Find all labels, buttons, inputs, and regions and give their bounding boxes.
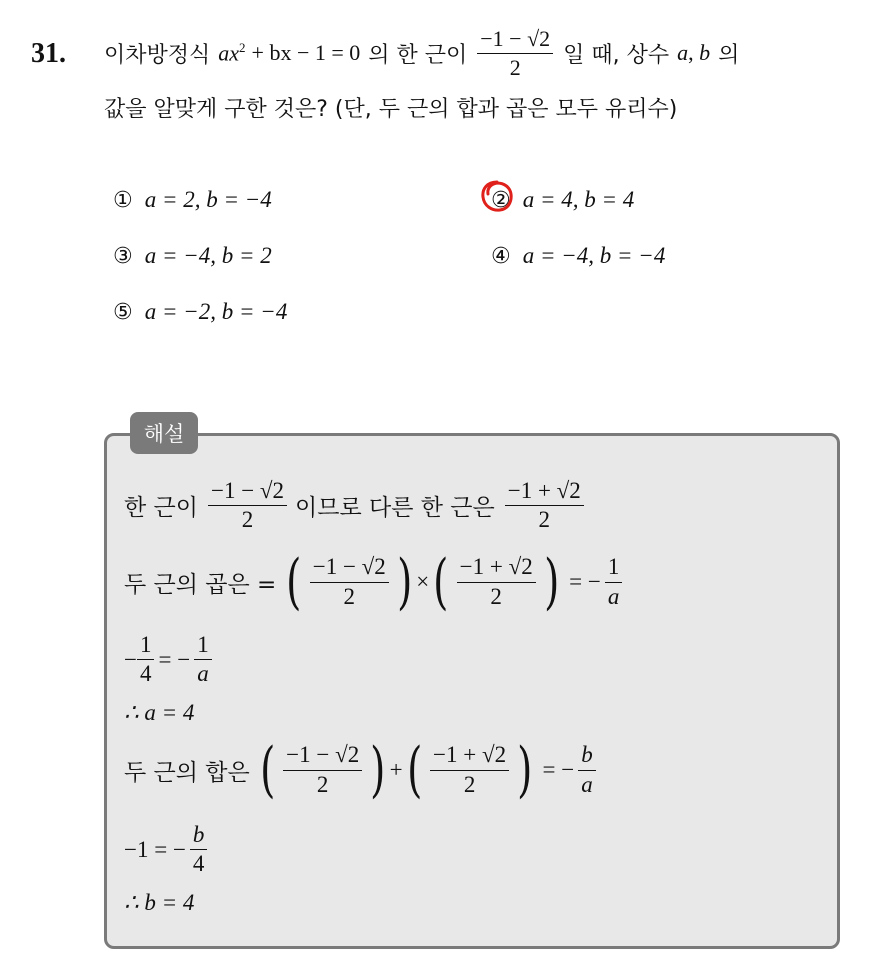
answer-mark-icon: [479, 178, 515, 214]
choice-4[interactable]: ④ a = −4, b = −4: [491, 243, 666, 269]
question-text-3: 일 때, 상수: [563, 42, 670, 68]
question-line-2: 값을 알맞게 구한 것은? (단, 두 근의 합과 곱은 모두 유리수): [104, 97, 678, 122]
choice-1[interactable]: ① a = 2, b = −4: [113, 187, 272, 213]
solution-line-7: ∴ b = 4: [124, 890, 195, 915]
question-text-2: 의 한 근이: [368, 42, 468, 68]
question-text-4: 의: [718, 42, 740, 68]
solution-line-4: ∴ a = 4: [124, 700, 195, 725]
question-number: 31.: [31, 38, 66, 69]
solution-line-3: − $\frac{1}{4}$ = − $\frac{1}{a}$: [124, 632, 216, 688]
solution-line-1: 한 근이 $\frac{-1 - √2}{2}$ 이므로 다른 한 근은 $\frac{-1 + √2}{2}$: [124, 478, 588, 534]
var-b: b: [699, 40, 711, 65]
question-line-1: 이차방정식 $ax^2$ + bx − 1 = 0 의 한 근이 $\frac{-1 - √2}{2}$ 일 때, 상수 a , b 의: [104, 26, 740, 80]
solution-tag: 해설: [130, 412, 198, 454]
var-a: a: [677, 40, 689, 65]
solution-line-2: 두 근의 곱은 = ( $\frac{-1 - √2}{2}$ ) × ( $\frac{-1 + √2}{2}$ ) = − $\frac{1}{a}$: [124, 552, 626, 612]
solution-line-5: 두 근의 합은 ( $\frac{-1 - √2}{2}$ ) + ( $\frac{-1 + √2}{2}$ ) = − $\frac{b}{a}$: [124, 740, 600, 800]
choice-2[interactable]: ② a = 4, b = 4: [491, 187, 635, 213]
solution-line-6: −1 = − $\frac{b}{4}$: [124, 822, 211, 878]
choice-3[interactable]: ③ a = −4, b = 2: [113, 243, 272, 269]
root-fraction: $\frac{-1 - √2}{2}$: [477, 26, 553, 80]
choice-5[interactable]: ⑤ a = −2, b = −4: [113, 299, 288, 325]
eq-rest: + bx − 1 = 0: [251, 40, 361, 65]
question-text-1: 이차방정식: [104, 42, 211, 68]
eq-ax: $ax^2$: [218, 39, 246, 66]
